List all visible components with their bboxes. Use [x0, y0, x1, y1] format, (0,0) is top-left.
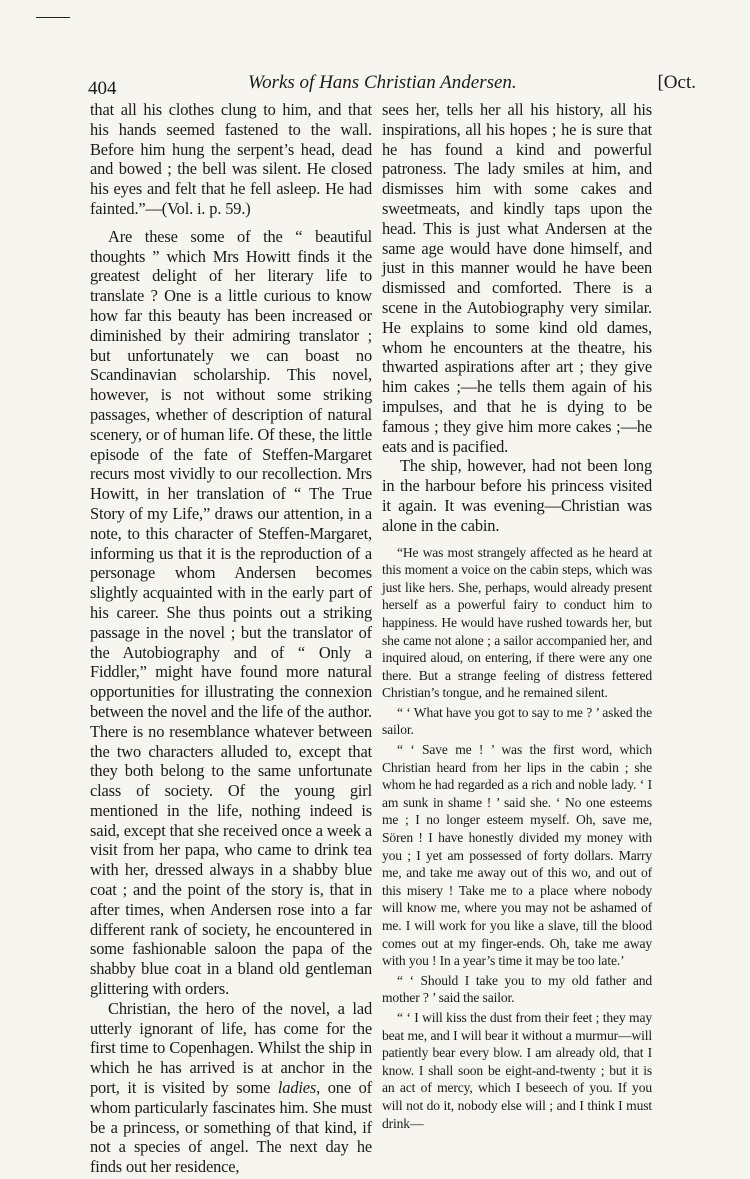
top-rule [36, 17, 70, 18]
page-number: 404 [88, 78, 117, 99]
left-paragraph-3-start: Christian, the hero of the novel, a lad utterly ignorant of life, has come for the first time to Copenhagen. Whilst the ship in which he has arrived is at anchor in the port, it is visited by some [90, 998, 372, 1098]
quote-paragraph-3: “ ‘ Save me ! ’ was the first word, which Christian heard from her lips in the cabin ; she whom he had regarded as a rich and noble lady. ‘ I am sunk in shame ! ’ said she. ‘ No one esteems me ; I no longer esteem myself. Oh, save me, Sören ! I have honestly divided my money with you ; I yet am possessed of forty dollars. Marry me, and take me away out of this wo, and out of this misery ! Take me to a place where nobody will know me, where you may not be ashamed of me. I will work for you like a slave, till the blood comes out at my finger-ends. Oh, take me away with you ! In a year’s time it may be too late.’ [382, 742, 652, 969]
page-header [88, 70, 700, 100]
header-month: [Oct. [657, 72, 696, 93]
left-paragraph-1: that all his clothes clung to him, and that his hands seemed fastened to the wall. Before him hung the serpent’s head, dead and bowed ; the bell was silent. He closed his eyes and felt that he fell asleep. He had fainted.”—(Vol. i. p. 59.) [90, 100, 372, 218]
quote-paragraph-4: “ ‘ Should I take you to my old father and mother ? ’ said the sailor. [382, 972, 652, 1006]
left-column [90, 100, 372, 1177]
quote-paragraph-1: “He was most strangely affected as he heard at this moment a voice on the cabin steps, which was just like hers. She, perhaps, would already present herself as a powerful fairy to conduct him to happiness. He would have rushed towards her, but she came not alone ; a sailor accompanied her, and inquired aloud, on entering, if there were any one there. But a strange feeling of distress fettered Christian’s tongue, and he remained silent. [382, 544, 652, 701]
right-paragraph-2: The ship, however, had not been long in the harbour before his princess visited it again. It was evening—Christian was alone in the cabin. [382, 456, 652, 535]
right-paragraph-1: sees her, tells her all his history, all his inspirations, all his hopes ; he is sure that he has found a kind and powerful patroness. The lady smiles at him, and dismisses him with some cakes and sweetmeats, and kindly taps upon the head. This is just what Andersen at the same age would have done himself, and just in this manner would he have been dismissed and comforted. There is a scene in the Autobiography very similar. He explains to some kind old dames, whom he encounters at the theatre, his thwarted aspirations after art ; they give him cakes ;—he tells them again of his impulses, and that he is dying to be famous ; they give him more cakes ;—he eats and is pacified. [382, 100, 652, 456]
left-paragraph-3 [90, 999, 372, 1177]
left-paragraph-3-end: , one of whom particularly fascinates him. She must be a princess, or something of that kind, if not a species of angel. The next day he finds out her residence, [90, 1078, 372, 1177]
quote-paragraph-2: “ ‘ What have you got to say to me ? ’ asked the sailor. [382, 704, 652, 738]
left-paragraph-2: Are these some of the “ beautiful thoughts ” which Mrs Howitt finds it the greatest delight of her literary life to translate ? One is a little curious to know how far this beauty has been increased or diminished by their admiring translator ; but unfortunately we can boast no Scandinavian scholarship. This novel, however, is not without some striking passages, whether of description of natural scenery, or of human life. Of these, the little episode of the fate of Steffen-Margaret recurs most vividly to our recollection. Mrs Howitt, in her translation of “ The True Story of my Life,” draws our attention, in a note, to this character of Steffen-Margaret, informing us that it is the reproduction of a personage whom Andersen becomes slightly acquainted with in the early part of his career. She thus points out a striking passage in the novel ; but the translator of the Autobiography and of “ Only a Fiddler,” might have found more natural opportunities for illustrating the connexion between the novel and the life of the author. There is no resemblance whatever between the two characters alluded to, except that they both belong to the same unfortunate class of society. Of the young girl mentioned in the life, nothing indeed is said, except that she received once a week a visit from her papa, who came to drink tea with her, dressed always in a shabby blue coat ; and the point of the story is, that in after times, when Andersen rose into a far different rank of society, he encountered in some fashionable saloon the papa of the shabby blue coat in a bland old gentleman glittering with orders. [90, 226, 372, 999]
quote-paragraph-5: “ ‘ I will kiss the dust from their feet ; they may beat me, and I will bear it without a murmur—will patiently bear every blow. I am already old, that I know. I shall soon be eight-and-twenty ; but it is an act of mercy, which I beseech of you. If you will not do it, nobody else will ; and I think I must drink— [382, 1009, 652, 1131]
left-paragraph-3-italic: ladies [277, 1078, 317, 1098]
right-column [382, 100, 652, 1160]
running-title: Works of Hans Christian Andersen. [248, 72, 517, 93]
